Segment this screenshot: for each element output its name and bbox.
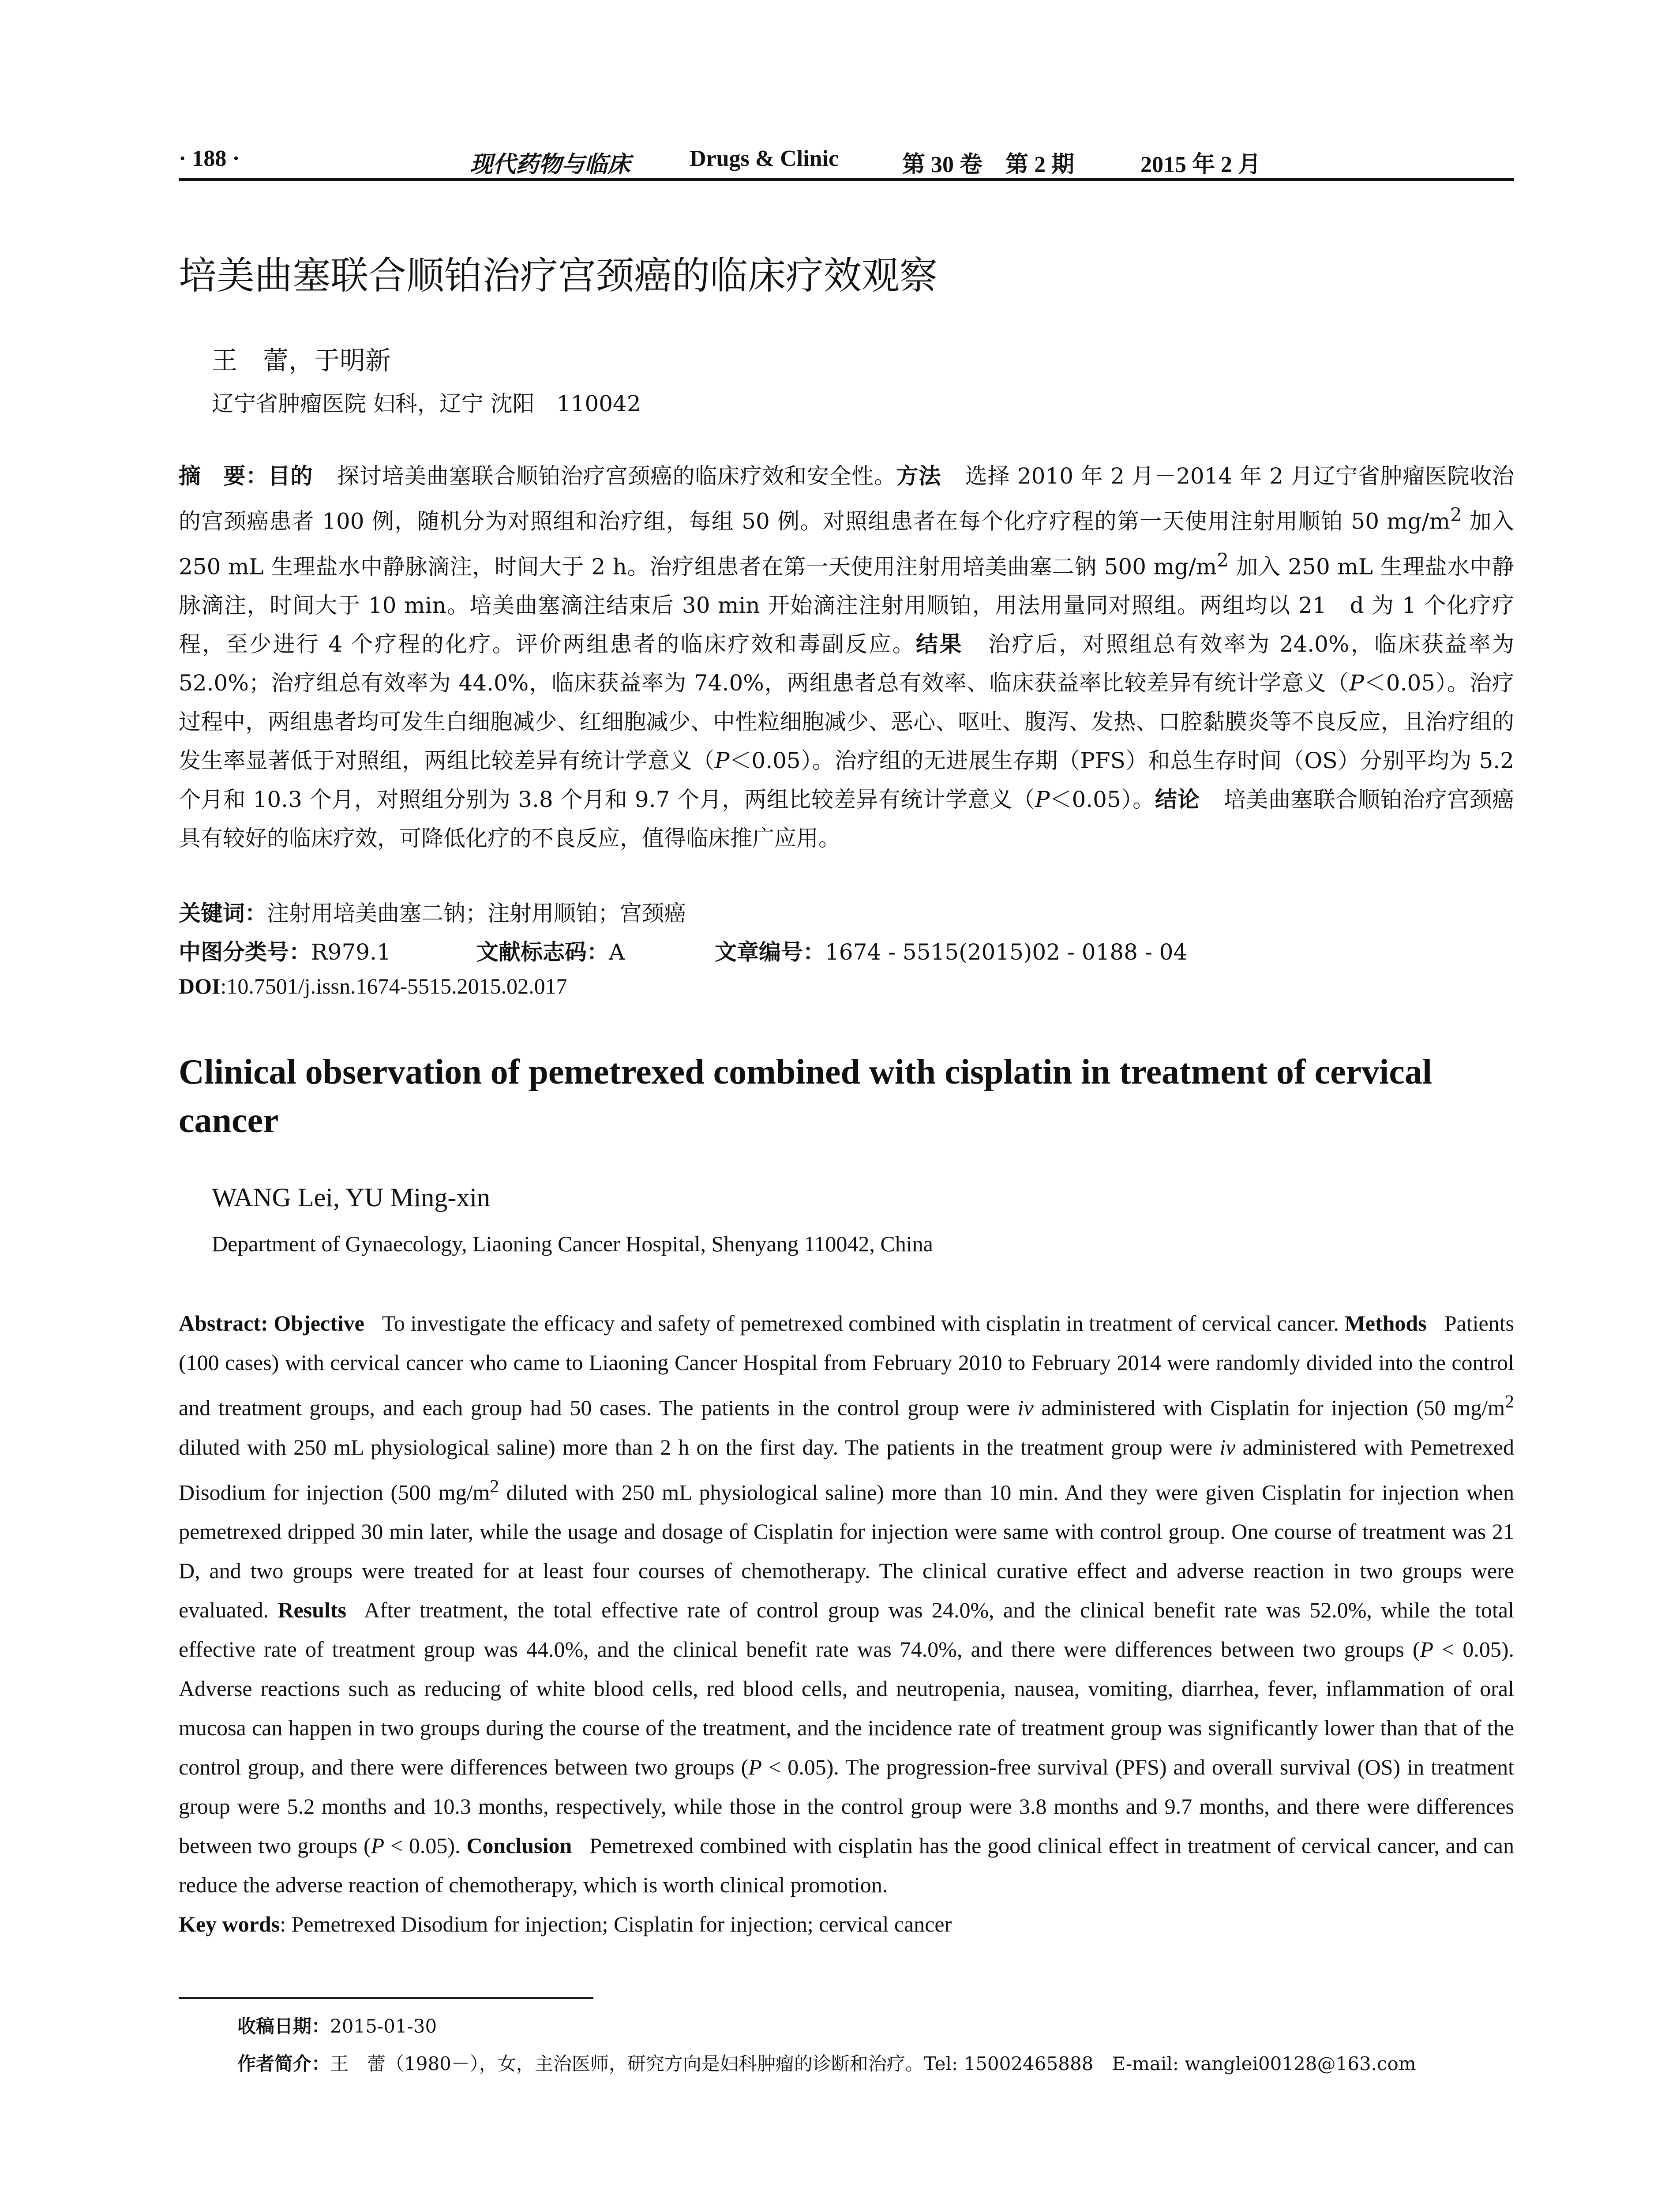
journal-name-en: Drugs & Clinic xyxy=(690,146,839,171)
objective-text-cn: 探讨培美曲塞联合顺铂治疗宫颈癌的临床疗效和安全性。 xyxy=(337,463,896,489)
p-value-symbol: P xyxy=(1349,670,1364,696)
doi-label: DOI xyxy=(179,974,221,998)
results-text-en: < 0.05). Adverse reactions such as reducing of white blood cells, red blood cells, and neutropenia, nausea, vomiting, diarrhea, fever, inflammation of oral mucosa can happen in two groups during the course of the treatment, and the incidence rate of treatment group was significantly lower than that of the control group, and there were differences between two groups ( xyxy=(179,1637,1514,1780)
doc-code-label: 文献标志码： xyxy=(476,939,609,965)
iv-abbrev: iv xyxy=(1017,1395,1034,1420)
results-label-cn: 结果 xyxy=(916,631,963,657)
results-text-cn: 治疗后，对照组总有效率为 24.0%，临床获益率为 52.0%；治疗组总有效率为 44.0%，临床获益率为 74.0%，两组患者总有效率、临床获益率比较差异有统计学意义（ xyxy=(179,631,1515,696)
superscript: 2 xyxy=(1217,549,1229,571)
keywords-cn xyxy=(179,896,1514,927)
p-value-symbol: P xyxy=(748,1755,762,1780)
classification-line xyxy=(179,934,1514,966)
clc-label: 中图分类号： xyxy=(179,939,311,965)
doi-line xyxy=(179,973,1514,999)
abstract-label-en: Abstract: xyxy=(179,1311,268,1336)
superscript: 2 xyxy=(1505,1392,1514,1412)
received-date-footnote xyxy=(237,2012,1561,2038)
p-value-symbol: P xyxy=(1420,1637,1434,1662)
received-value: 2015-01-30 xyxy=(330,2015,437,2037)
p-value-symbol: P xyxy=(1035,787,1050,813)
p-value-symbol: P xyxy=(371,1833,385,1858)
conclusion-label-cn: 结论 xyxy=(1155,787,1200,813)
methods-text-cn: 加入 250 mL 生理盐水中静脉滴注，时间大于 2 h。治疗组患者在第一天使用注射用培美曲塞二钠 500 mg/m xyxy=(179,508,1514,580)
keywords-label-en: Key words xyxy=(179,1912,280,1937)
results-text-en: After treatment, the total effective rate of control group was 24.0%, and the clinical benefit rate was 52.0%, while the total effective rate of treatment group was 44.0%, and the clinical benefit rate was 74.0%, and there were differences between two groups ( xyxy=(179,1598,1515,1662)
clc-value: R979.1 xyxy=(311,939,391,965)
received-label: 收稿日期： xyxy=(237,2015,330,2037)
conclusion-label-en: Conclusion xyxy=(466,1833,572,1858)
author-bio-text: 王 蕾（1980－），女，主治医师，研究方向是妇科肿瘤的诊断和治疗。Tel: 15002465888 E-mail: wanglei00128@163.com xyxy=(330,2053,1416,2075)
keywords-label-cn: 关键词： xyxy=(179,900,267,926)
doc-code-value: A xyxy=(609,939,625,965)
keywords-text-en: : Pemetrexed Disodium for injection; Cisplatin for injection; cervical cancer xyxy=(280,1912,952,1937)
issue-date: 2015 年 2 月 xyxy=(1140,152,1261,177)
conclusion-text-en: Pemetrexed combined with cisplatin has the good clinical effect in treatment of cervical cancer, and can reduce the adverse reaction of chemotherapy, which is worth clinical promotion. xyxy=(179,1833,1514,1898)
doi-value: :10.7501/j.issn.1674-5515.2015.02.017 xyxy=(220,974,567,998)
authors-cn: 王 蕾，于明新 xyxy=(212,345,391,375)
affiliation-cn: 辽宁省肿瘤医院 妇科，辽宁 沈阳 110042 xyxy=(212,391,641,416)
article-number-label: 文章编号： xyxy=(715,939,825,965)
methods-text-en: administered with Pemetrexed Disodium for injection (500 mg/m xyxy=(179,1434,1515,1505)
page-number: · 188 · xyxy=(179,146,240,171)
methods-text-cn: 加入 250 mL 生理盐水中静脉滴注，时间大于 10 min。培美曲塞滴注结束后 30 min 开始滴注注射用顺铂，用法用量同对照组。两组均以 21 d 为 1 个化疗疗程，至少进行 4 个疗程的化疗。评价两组患者的临床疗效和毒副反应。 xyxy=(179,554,1514,657)
conclusion-text-cn: 培美曲塞联合顺铂治疗宫颈癌具有较好的临床疗效，可降低化疗的不良反应，值得临床推广应用。 xyxy=(179,787,1515,852)
results-label-en: Results xyxy=(278,1598,347,1623)
abstract-en xyxy=(179,1304,1514,1944)
methods-text-cn: 选择 2010 年 2 月－2014 年 2 月辽宁省肿瘤医院收治的宫颈癌患者 100 例，随机分为对照组和治疗组，每组 50 例。对照组患者在每个化疗疗程的第一天使用注射用顺铂 50 mg/m xyxy=(179,463,1515,534)
methods-text-en: administered with Cisplatin for injection (50 mg/m xyxy=(1033,1395,1505,1420)
results-text-cn: ＜0.05）。治疗过程中，两组患者均可发生白细胞减少、红细胞减少、中性粒细胞减少、恶心、呕吐、腹泻、发热、口腔黏膜炎等不良反应，且治疗组的发生率显著低于对照组，两组比较差异有统计学意义（ xyxy=(179,670,1514,774)
abstract-label-cn: 摘 要： xyxy=(179,463,268,489)
methods-label-cn: 方法 xyxy=(896,463,941,489)
volume-issue: 第 30 卷 第 2 期 xyxy=(902,152,1075,177)
methods-text-en: Patients (100 cases) with cervical cancer who came to Liaoning Cancer Hospital from February 2010 to February 2014 were randomly divided into the control and treatment groups, and each group had 50 cases. The patients in the control group were xyxy=(179,1311,1515,1420)
author-bio-footnote xyxy=(237,2049,1561,2076)
results-text-en: < 0.05). xyxy=(384,1833,461,1858)
journal-name-cn: 现代药物与临床 xyxy=(470,152,631,177)
article-title-en: Clinical observation of pemetrexed combined with cisplatin in treatment of cervical cancer xyxy=(179,1053,1432,1140)
objective-label-en: Objective xyxy=(274,1311,364,1336)
superscript: 2 xyxy=(490,1476,499,1497)
results-text-cn: ＜0.05）。 xyxy=(1050,787,1155,813)
abstract-cn xyxy=(179,457,1514,858)
methods-text-en: diluted with 250 mL physiological saline) more than 10 min. And they were given Cisplatin for injection when pemetrexed dripped 30 min later, while the usage and dosage of Cisplatin for injection were same with control group. One course of treatment was 21 D, and two groups were treated for at least four courses of chemotherapy. The clinical curative effect and adverse reaction in two groups were evaluated. xyxy=(179,1480,1514,1623)
results-text-en: < 0.05). The progression-free survival (PFS) and overall survival (OS) in treatment group were 5.2 months and 10.3 months, respectively, while those in the control group were 3.8 months and 9.7 months, and there were differences between two groups ( xyxy=(179,1755,1514,1858)
article-title-cn: 培美曲塞联合顺铂治疗宫颈癌的临床疗效观察 xyxy=(179,254,938,298)
superscript: 2 xyxy=(1450,504,1462,525)
results-text-cn: ＜0.05）。治疗组的无进展生存期（PFS）和总生存时间（OS）分别平均为 5.2 个月和 10.3 个月，对照组分别为 3.8 个月和 9.7 个月，两组比较差异有统计学意义（ xyxy=(179,748,1514,813)
objective-label-cn: 目的 xyxy=(268,463,313,489)
authors-en: WANG Lei, YU Ming-xin xyxy=(212,1183,491,1212)
author-bio-label: 作者简介： xyxy=(237,2053,330,2075)
footnote-divider xyxy=(179,1997,593,1999)
keywords-text-cn: 注射用培美曲塞二钠；注射用顺铂；宫颈癌 xyxy=(267,900,686,926)
affiliation-en: Department of Gynaecology, Liaoning Cancer Hospital, Shenyang 110042, China xyxy=(212,1231,933,1256)
objective-text-en: To investigate the efficacy and safety of pemetrexed combined with cisplatin in treatment of cervical cancer. xyxy=(382,1311,1339,1336)
p-value-symbol: P xyxy=(714,748,730,774)
methods-label-en: Methods xyxy=(1344,1311,1427,1336)
methods-text-en: diluted with 250 mL physiological saline) more than 2 h on the first day. The patients in the treatment group were xyxy=(179,1434,1220,1459)
article-number-value: 1674 - 5515(2015)02 - 0188 - 04 xyxy=(825,939,1188,965)
running-header xyxy=(179,140,1514,181)
iv-abbrev: iv xyxy=(1219,1434,1236,1459)
